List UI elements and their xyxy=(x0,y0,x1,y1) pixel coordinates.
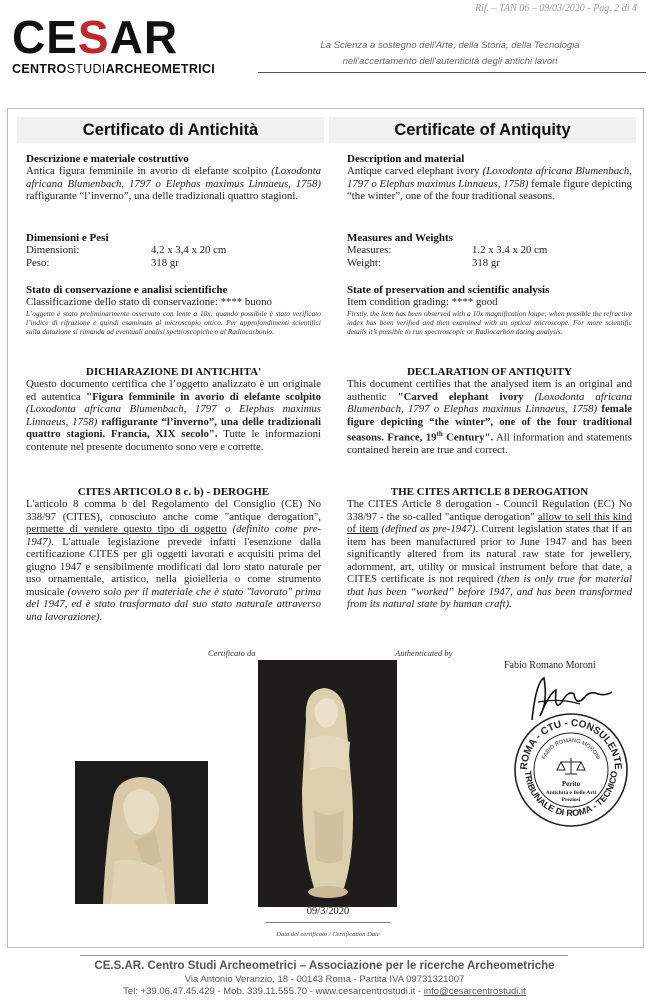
dim-heading-it: Dimensioni e Pesi xyxy=(26,232,109,244)
decl-heading-en: DECLARATION OF ANTIQUITY xyxy=(406,366,573,378)
dim-heading-en: Measures and Weights xyxy=(347,232,453,244)
decl-5: Tutte le informazioni contenute nel presente documento sono vere e corrette. xyxy=(26,428,321,453)
weight-value: 318 gr xyxy=(151,256,179,269)
stamp-perito: Perito xyxy=(561,780,581,788)
weight-value: 318 gr xyxy=(472,256,500,269)
cesar-logo xyxy=(12,11,179,63)
desc-b: raffigurante “l’inverno”, una delle tradizionali quattro stagioni. xyxy=(26,190,299,202)
cites-en xyxy=(347,486,632,611)
header-divider xyxy=(258,72,646,73)
ivory-figure-full-image xyxy=(258,660,397,907)
stamp-line-2: Preziosi xyxy=(561,797,581,803)
cites-1: L'articolo 8 comma b del Regolamento del Consiglio (CE) No 338/97 (CITES), conosciuto anche come "antique derogation", xyxy=(26,498,321,523)
decl-text-it xyxy=(26,378,321,453)
stamp-name-text: FABIO ROMANO MORONI xyxy=(541,737,601,761)
logo-sub-centro: CENTRO xyxy=(12,62,67,76)
tagline-1: La Scienza a sostegno dell'Arte, della Storia, della Tecnologia xyxy=(320,40,580,51)
logo-text-ce: CE xyxy=(12,11,78,63)
footer-contacts xyxy=(0,986,649,997)
page-reference: Rif. – TAN 06 – 09/03/2020 - Pag. 2 di 4 xyxy=(474,3,637,14)
item-photo-full xyxy=(258,660,397,907)
footer-address: Via Antonio Veranzio, 18 - 00143 Roma - Partita IVA 09731321007 xyxy=(184,974,465,985)
cites-it xyxy=(26,486,321,623)
logo-sub-archeometrici: ARCHEOMETRICI xyxy=(105,62,216,76)
official-stamp xyxy=(513,712,629,828)
signer-name: Fabio Romano Moroni xyxy=(504,660,596,671)
desc-text-en xyxy=(347,165,632,203)
dim-value: 1.2 x 3.4 x 20 cm xyxy=(472,244,548,256)
weight-row-en xyxy=(347,257,632,270)
stamp-seal-icon xyxy=(513,712,629,828)
title-en: Certificate of Antiquity xyxy=(329,117,636,143)
cites-i2: (ovvero solo per il materiale che è stato "lavorato" prima del 1947, ed è stato trasformato dal suo stato naturale attraverso una lavorazione). xyxy=(26,585,322,623)
dim-value: 4,2 x 3,4 x 20 cm xyxy=(151,244,227,256)
decl-2: "Carved elephant ivory xyxy=(397,390,524,403)
tagline-2: nell'accertamento dell'autenticità degli antichi lavori xyxy=(342,56,558,67)
desc-species: (Loxodonta africana Blumenbach, 1797 o Elephas maximus Linnaeus, 1758) xyxy=(347,165,632,190)
declaration-en xyxy=(347,366,632,457)
stamp-bottom-text: TRIBUNALE DI ROMA - TECNICO xyxy=(522,770,620,819)
footer-email-link[interactable]: info@cesarcentrostudi.it xyxy=(423,986,526,997)
state-grade-it: Classificazione dello stato di conservazione: **** buono xyxy=(26,296,272,308)
desc-heading-it: Descrizione e materiale costruttivo xyxy=(26,153,189,165)
state-note-it: L’oggetto è stato preliminarmente osservato con lente a 10x; quando possibile è stato verificato l’indice di rifrazione e quindi esaminato al microscopio ottico. Per approfondimenti scientifici sulla datazione si rimanda ad eventuali analisi spettroscopiche o al Radiocarbonio. xyxy=(26,308,321,336)
desc-a: Antica figura femminile in avorio di elefante scolpito xyxy=(26,165,272,177)
weight-key: Peso: xyxy=(26,256,50,269)
state-grade-en: Item condition grading: **** good xyxy=(347,296,498,308)
cites-heading-it: CITES ARTICOLO 8 c. b) - DEROGHE xyxy=(77,486,270,498)
dim-row-en xyxy=(347,244,632,257)
decl-5: All information and statements contained herein are true and correct. xyxy=(347,431,633,457)
weight-row-it xyxy=(26,257,321,270)
decl-2: "Figura femminile in avorio di elefante scolpito xyxy=(86,390,321,403)
dimensions-en xyxy=(347,232,632,269)
cites-underline: allow to sell this kind of item xyxy=(347,510,632,535)
decl-1: Questo documento certifica che l’oggetto analizzato è un originale ed autentica xyxy=(26,378,321,403)
certificate-date: 09/3/2020 xyxy=(306,906,350,917)
decl-4b: Century". xyxy=(442,431,494,444)
right-column xyxy=(347,153,632,203)
decl-3: (Loxodonta africana Blumenbach, 1797 o Elephas maximus Linnaeus, 1758) xyxy=(26,403,321,428)
state-heading-it: Stato di conservazione e analisi scientifiche xyxy=(26,284,228,296)
decl-sup: th xyxy=(436,430,443,438)
date-line xyxy=(266,922,390,923)
logo-text-ar: AR xyxy=(109,11,179,63)
stamp-top-text: ROMA - CTU - CONSULENTE xyxy=(518,717,624,771)
decl-text-en xyxy=(347,378,632,457)
authenticated-by-label: Authenticated by xyxy=(395,648,453,658)
dimensions-it xyxy=(26,232,321,269)
certified-by-label: Certificato da xyxy=(208,648,256,658)
logo-text-s: S xyxy=(77,11,110,63)
cites-2: . L'attuale legislazione prevede infatti l'esenzione dalla certificazione CITES per gli oggetti lavorati e acquisiti prima del giugno 1947 e sensibilmente modificati dal loro stato naturale per uso ornamentale, artistico, nella gioielleria o come strumento musicale xyxy=(26,535,321,598)
desc-heading-en: Description and material xyxy=(347,153,465,165)
dim-key: Measures: xyxy=(347,244,392,256)
decl-4: raffigurante “l’inverno”, una delle tradizionali quattro stagioni. Francia, XIX secolo". xyxy=(26,415,321,440)
cites-1: The CITES Article 8 derogation - Council Regulation (EC) No 338/97 - the so-called "antique derogation" xyxy=(347,498,632,523)
cites-underline: permette di vendere questo tipo di oggetto xyxy=(26,523,227,535)
title-it: Certificato di Antichità xyxy=(17,117,324,143)
cites-text-en xyxy=(347,498,632,611)
declaration-it xyxy=(26,366,321,453)
desc-a: Antique carved elephant ivory xyxy=(347,165,483,177)
ivory-figure-detail-image xyxy=(75,761,208,904)
cites-text-it xyxy=(26,498,321,623)
weight-key: Weight: xyxy=(347,256,381,269)
item-photo-detail xyxy=(75,761,208,904)
decl-heading-it: DICHIARAZIONE DI ANTICHITA' xyxy=(85,366,262,378)
dim-row-it xyxy=(26,244,321,257)
logo-sub-studi: STUDI xyxy=(66,62,106,76)
cites-i1: (definito come pre-1947) xyxy=(26,523,321,548)
cites-2: . Current legislation states that if an item has been manufactured prior to June 1947 and has been significantly altered from its natural raw state for jewellery, adornment, art, utility or musical instrument before that date, a CITES certificate is not required xyxy=(347,523,632,585)
state-it xyxy=(26,284,321,336)
desc-text-it xyxy=(26,165,321,203)
cites-i2: (then is only true for material that has been “worked” before 1947, and has been transformed from its natural state by human craft). xyxy=(347,573,632,610)
cites-heading-en: THE CITES ARTICLE 8 DEROGATION xyxy=(390,486,589,498)
state-en xyxy=(347,284,632,336)
footer-org: CE.S.AR. Centro Studi Archeometrici – Associazione per le ricerche Archeometriche xyxy=(94,960,555,972)
decl-1: This document certifies that the analysed item is an original and authentic xyxy=(347,378,632,403)
footer-divider xyxy=(80,955,568,956)
cites-i1: (defined as pre-1947) xyxy=(378,523,476,535)
date-label: Data del certificato / Certification Date xyxy=(276,931,380,938)
footer-contacts-text: Tel: +39.06.47.45.429 - Mob. 339.11.555.70 - www.cesarcentrostudi.it - xyxy=(123,986,424,997)
desc-b: female figure depicting “the winter”, one of the four traditional seasons. xyxy=(347,177,632,202)
stamp-line-1: Antichità e Belle Arti xyxy=(545,790,597,796)
decl-4: female figure depicting “the winter”, one of the four traditional seasons. France, 19 xyxy=(347,403,632,444)
logo-subtitle xyxy=(12,62,215,76)
dim-key: Dimensioni: xyxy=(26,244,80,256)
left-column xyxy=(26,153,321,203)
state-heading-en: State of preservation and scientific analysis xyxy=(347,284,550,296)
decl-3: (Loxodonta africana Blumenbach, 1797 o Elephas maximus Linnaeus, 1758) xyxy=(347,390,632,415)
desc-species: (Loxodonta africana Blumenbach, 1797 o Elephas maximus Linnaeus, 1758) xyxy=(26,165,321,190)
state-note-en: Firstly, the item has been observed with a 10x magnification loupe; when possible the refractive index has been verified and then examined with an optical microscope. For more scientific details it’s possible to run spectroscopic or Radiocarbon dating analysis. xyxy=(347,308,632,336)
